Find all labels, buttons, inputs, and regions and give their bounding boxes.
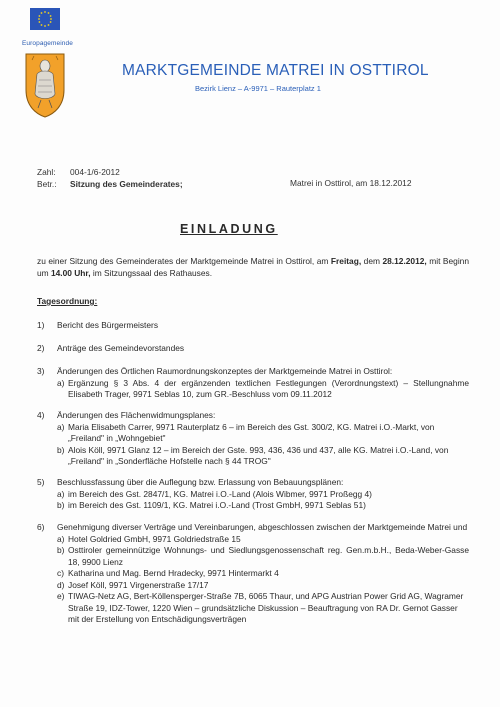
agenda-item: 4) Änderungen des Flächenwidmungsplanes: a) Maria Elisabeth Carrer, 9971 Rauterplatz 6 – im Bereich des Gst. 300/2, KG. Matrei i.O.-Markt, von „Freiland" in „Wohngebiet" b) Alois Köll, 9971 Glanz 12 – im Bereich der Gste. 993, 436, 436 und 437, alle KG. Matrei i.O.-Land, von „Freiland" in „Sonderfläche Hofstelle nach § 44 TROG" <box>37 410 469 468</box>
agenda-subitem: e) TIWAG-Netz AG, Bert-Köllensperger-Straße 7B, 6065 Thaur, und APG Austrian Power Grid AG, Wagramer Straße 19, IDZ-Tower, 1220 Wien – grundsätzliche Diskussion – Beauftragung von RA Dr. Gernot Gasser mit der Erstellung von Entschädigungsverträgen <box>57 591 464 624</box>
reference-number: Zahl: 004-1/6-2012 <box>37 167 120 177</box>
agenda-item: 2) Anträge des Gemeindevorstandes <box>37 343 185 353</box>
place-date: Matrei in Osttirol, am 18.12.2012 <box>290 178 412 188</box>
agenda-subitem: b) im Bereich des Gst. 1109/1, KG. Matrei i.O.-Land (Trost GmbH, 9971 Seblas 51) <box>57 500 366 510</box>
agenda-subitem: a) Ergänzung § 3 Abs. 4 der ergänzenden textlichen Festlegungen (Verordnungstext) – Stellungnahme Elisabeth Trager, 9971 Seblas 10, zum GR.-Beschluss vom 09.11.2012 <box>57 377 469 399</box>
agenda-subitem: c) Katharina und Mag. Bernd Hradecky, 9971 Hintermarkt 4 <box>57 568 279 578</box>
intro-paragraph: zu einer Sitzung des Gemeinderates der Marktgemeinde Matrei in Osttirol, am Freitag, dem 28.12.2012, mit Beginn um 14.00 Uhr, im Sitzungssaal des Rathauses. <box>37 256 470 278</box>
agenda-heading: Tagesordnung: <box>37 296 98 306</box>
europagemeinde-label: Europagemeinde <box>22 40 73 47</box>
coat-of-arms-icon <box>20 50 70 120</box>
subject-line: Betr.: Sitzung des Gemeinderates; <box>37 179 183 189</box>
agenda-item: 5) Beschlussfassung über die Auflegung bzw. Erlassung von Bebauungsplänen: a) im Bereich des Gst. 2847/1, KG. Matrei i.O.-Land (Alois Wibmer, 9971 Proßegg 4) b) im Bereich des Gst. 1109/1, KG. Matrei i.O.-Land (Trost GmbH, 9971 Seblas 51) <box>37 477 469 512</box>
agenda-subitem: d) Josef Köll, 9971 Virgenerstraße 17/17 <box>57 579 209 590</box>
agenda-item: 3) Änderungen des Örtlichen Raumordnungskonzeptes der Marktgemeinde Matrei in Osttirol: a) Ergänzung § 3 Abs. 4 der ergänzenden textlichen Festlegungen (Verordnungstext) – Stellungnahme Elisabeth Trager, 9971 Seblas 10, zum GR.-Beschluss vom 09.11.2012 <box>37 366 469 399</box>
municipality-title: MARKTGEMEINDE MATREI IN OSTTIROL <box>122 62 429 79</box>
agenda-subitem: b) Alois Köll, 9971 Glanz 12 – im Bereich der Gste. 993, 436, 436 und 437, alle KG. Matrei i.O.-Land, von „Freiland" in „Sonderfläche Hofstelle nach § 44 TROG" <box>57 444 449 466</box>
eu-flag-icon <box>30 8 60 30</box>
agenda-subitem: b) Osttiroler gemeinnützige Wohnungs- und Siedlungsgenossenschaft reg. Gen.m.b.H., Beda-Weber-Gasse 18, 9900 Lienz <box>57 545 469 567</box>
document-title: EINLADUNG <box>180 222 278 236</box>
agenda-subitem: a) Hotel Goldried GmbH, 9971 Goldriedstraße 15 <box>57 533 241 544</box>
agenda-item: 1) Bericht des Bürgermeisters <box>37 320 159 330</box>
agenda-subitem: a) Maria Elisabeth Carrer, 9971 Rauterplatz 6 – im Bereich des Gst. 300/2, KG. Matrei i.O.-Markt, von „Freiland" in „Wohngebiet" <box>57 421 435 443</box>
municipality-address: Bezirk Lienz – A-9971 – Rauterplatz 1 <box>195 84 321 93</box>
agenda-subitem: a) im Bereich des Gst. 2847/1, KG. Matrei i.O.-Land (Alois Wibmer, 9971 Proßegg 4) <box>57 488 372 499</box>
agenda-item: 6) Genehmigung diverser Verträge und Vereinbarungen, abgeschlossen zwischen der Marktgemeinde Matrei und a) Hotel Goldried GmbH, 9971 Goldriedstraße 15 b) Osttiroler gemeinnützige Wohnungs- und Siedlungsgenossenschaft reg. Gen.m.b.H., Beda-Weber-Gasse 18, 9900 Lienz c) Katharina und Mag. Bernd Hradecky, 9971 Hintermarkt 4 d) Josef Köll, 9971 Virgenerstraße 17/17 e) TIWAG-Netz AG, Bert-Köllensperger-Straße 7B, 6065 Thaur, und APG Austrian Power Grid AG, Wagramer Straße 19, IDZ-Tower, 1220 Wien – grundsätzliche Diskussion – Beauftragung von RA Dr. Gernot Gasser mit der Erstellung von Entschädigungsverträgen <box>37 522 469 624</box>
